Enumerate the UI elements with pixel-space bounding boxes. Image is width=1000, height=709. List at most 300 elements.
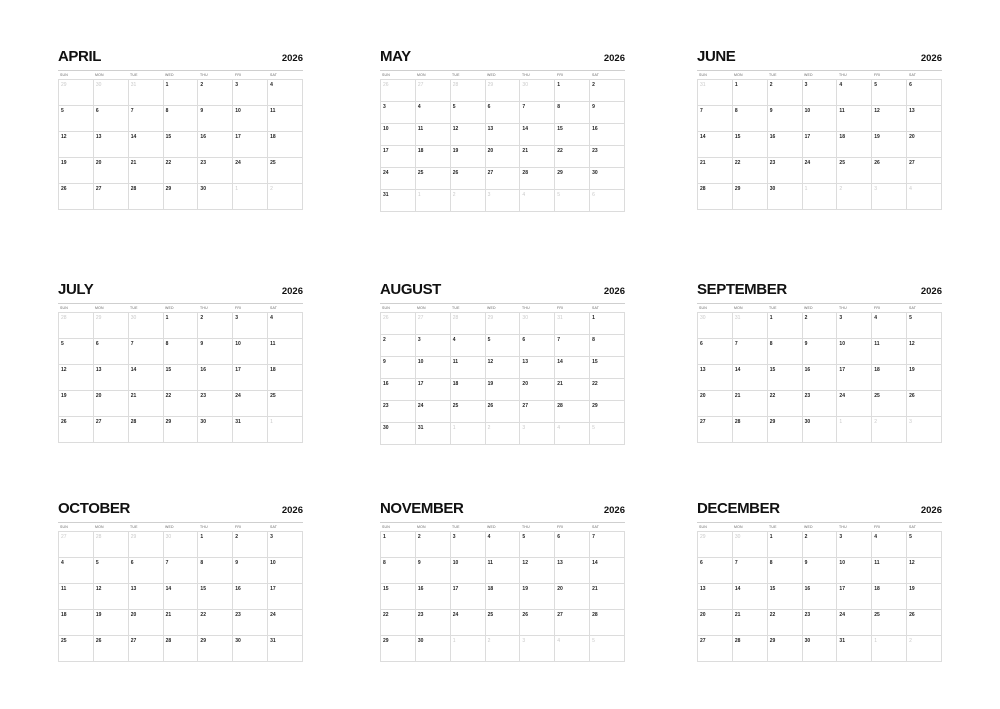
day-cell: 20 [94,158,129,184]
day-cell: 28 [733,417,768,443]
day-cell: 28 [590,610,625,636]
adjacent-month-day-cell: 2 [872,417,907,443]
day-cell: 13 [520,357,555,379]
day-cell: 20 [486,146,521,168]
month-year: 2026 [603,505,625,516]
adjacent-month-day-cell: 28 [59,313,94,339]
day-cell: 13 [698,365,733,391]
weekday-label: THU [839,306,847,310]
day-cell: 6 [94,106,129,132]
day-cell: 18 [451,379,486,401]
weekday-label: TUE [452,73,460,77]
day-cell: 10 [416,357,451,379]
adjacent-month-day-cell: 1 [837,417,872,443]
day-cell: 26 [520,610,555,636]
day-cell: 9 [233,558,268,584]
day-cell: 28 [698,184,733,210]
day-cell: 27 [94,417,129,443]
day-cell: 27 [129,636,164,662]
day-cell: 23 [198,158,233,184]
day-cell: 1 [198,532,233,558]
day-cell: 9 [381,357,416,379]
day-cell: 12 [451,124,486,146]
day-cell: 8 [733,106,768,132]
day-cell: 1 [381,532,416,558]
day-cell: 17 [233,365,268,391]
weekday-label: SUN [60,306,68,310]
day-cell: 25 [486,610,521,636]
day-cell: 29 [198,636,233,662]
weekday-label: TUE [130,525,138,529]
day-cell: 8 [590,335,625,357]
day-cell: 3 [837,532,872,558]
weekday-label: FRI [557,306,564,310]
adjacent-month-day-cell: 29 [94,313,129,339]
day-cell: 26 [59,417,94,443]
day-cell: 21 [733,610,768,636]
day-cell: 30 [803,636,838,662]
day-cell: 16 [381,379,416,401]
day-cell: 13 [486,124,521,146]
weekday-label: MON [734,525,743,529]
day-cell: 25 [416,168,451,190]
weekday-label: FRI [874,306,881,310]
day-cell: 6 [698,558,733,584]
month-name: APRIL [58,48,102,65]
weekday-label: SAT [270,525,278,529]
day-cell: 27 [698,636,733,662]
day-cell: 3 [233,313,268,339]
weekday-label: WED [165,525,174,529]
month-header [58,500,303,522]
weekday-label: THU [200,306,208,310]
day-cell: 15 [555,124,590,146]
day-cell: 16 [198,365,233,391]
weekday-label: SAT [909,73,917,77]
weekday-label: MON [417,525,426,529]
adjacent-month-day-cell: 1 [233,184,268,210]
adjacent-month-day-cell: 6 [590,190,625,212]
weekday-label: SAT [909,306,917,310]
month-name: JULY [58,281,94,298]
weekday-label: WED [804,525,813,529]
adjacent-month-day-cell: 2 [486,423,521,445]
day-cell: 31 [268,636,303,662]
day-cell: 24 [381,168,416,190]
day-cell: 6 [698,339,733,365]
day-cell: 30 [590,168,625,190]
day-cell: 29 [164,417,199,443]
adjacent-month-day-cell: 26 [381,80,416,102]
day-cell: 17 [837,584,872,610]
day-cell: 18 [268,132,303,158]
weekday-label: MON [734,306,743,310]
month-year: 2026 [281,286,303,297]
day-cell: 17 [416,379,451,401]
day-cell: 1 [768,313,803,339]
weekday-label: MON [417,73,426,77]
day-cell: 10 [837,558,872,584]
day-cell: 7 [520,102,555,124]
day-cell: 15 [590,357,625,379]
weekday-label: MON [417,306,426,310]
day-cell: 30 [416,636,451,662]
month-year: 2026 [920,505,942,516]
day-cell: 2 [803,313,838,339]
day-cell: 22 [768,610,803,636]
weekday-label: FRI [874,525,881,529]
weekday-label: WED [487,73,496,77]
day-cell: 29 [555,168,590,190]
month-year: 2026 [603,286,625,297]
adjacent-month-day-cell: 31 [733,313,768,339]
day-cell: 16 [198,132,233,158]
adjacent-month-day-cell: 31 [129,80,164,106]
month-name: SEPTEMBER [697,281,787,298]
day-cell: 9 [198,106,233,132]
day-cell: 3 [416,335,451,357]
weekday-label: FRI [874,73,881,77]
weekday-header-row [58,70,303,79]
weekday-header-row [697,303,942,312]
day-cell: 11 [268,106,303,132]
day-cell: 12 [94,584,129,610]
day-cell: 8 [164,339,199,365]
adjacent-month-day-cell: 30 [520,80,555,102]
day-cell: 24 [837,391,872,417]
month-year: 2026 [281,53,303,64]
day-cell: 29 [768,417,803,443]
day-cell: 3 [233,80,268,106]
day-cell: 27 [94,184,129,210]
day-cell: 14 [129,132,164,158]
day-cell: 17 [268,584,303,610]
adjacent-month-day-cell: 1 [416,190,451,212]
month-year: 2026 [281,505,303,516]
day-cell: 11 [872,558,907,584]
day-cell: 18 [416,146,451,168]
weekday-label: SUN [699,306,707,310]
day-cell: 1 [733,80,768,106]
adjacent-month-day-cell: 3 [486,190,521,212]
weekday-label: SAT [592,306,600,310]
adjacent-month-day-cell: 2 [907,636,942,662]
day-cell: 18 [837,132,872,158]
weekday-label: SAT [592,525,600,529]
day-cell: 30 [198,184,233,210]
day-cell: 4 [416,102,451,124]
day-cell: 4 [59,558,94,584]
weekday-label: THU [200,525,208,529]
adjacent-month-day-cell: 26 [381,313,416,335]
day-cell: 9 [803,558,838,584]
day-cell: 7 [698,106,733,132]
adjacent-month-day-cell: 4 [555,423,590,445]
adjacent-month-day-cell: 1 [872,636,907,662]
day-cell: 21 [129,158,164,184]
day-cell: 30 [198,417,233,443]
day-cell: 5 [451,102,486,124]
day-cell: 10 [451,558,486,584]
day-cell: 20 [555,584,590,610]
day-cell: 17 [837,365,872,391]
day-cell: 17 [381,146,416,168]
day-cell: 14 [733,584,768,610]
month-name: OCTOBER [58,500,130,517]
day-cell: 5 [486,335,521,357]
weekday-label: SUN [382,525,390,529]
month-header [697,281,942,303]
day-cell: 20 [520,379,555,401]
day-cell: 7 [733,339,768,365]
month-header [58,281,303,303]
day-cell: 25 [872,610,907,636]
month-name: MAY [380,48,411,65]
adjacent-month-day-cell: 30 [698,313,733,339]
day-cell: 16 [416,584,451,610]
day-cell: 3 [803,80,838,106]
weekday-label: FRI [235,306,242,310]
date-grid [697,79,942,210]
weekday-label: SUN [699,525,707,529]
day-cell: 5 [59,106,94,132]
weekday-label: MON [95,73,104,77]
day-cell: 15 [198,584,233,610]
month-september [697,281,942,443]
weekday-label: FRI [235,525,242,529]
day-cell: 16 [233,584,268,610]
weekday-header-row [380,70,625,79]
day-cell: 14 [590,558,625,584]
day-cell: 13 [94,132,129,158]
weekday-label: TUE [452,525,460,529]
adjacent-month-day-cell: 3 [872,184,907,210]
day-cell: 26 [451,168,486,190]
weekday-label: SAT [270,306,278,310]
day-cell: 1 [164,313,199,339]
day-cell: 25 [59,636,94,662]
weekday-header-row [697,522,942,531]
day-cell: 23 [803,391,838,417]
day-cell: 11 [486,558,521,584]
day-cell: 12 [907,558,942,584]
day-cell: 2 [381,335,416,357]
adjacent-month-day-cell: 2 [486,636,521,662]
weekday-label: WED [804,73,813,77]
weekday-label: THU [522,73,530,77]
day-cell: 6 [907,80,942,106]
adjacent-month-day-cell: 28 [94,532,129,558]
date-grid [58,79,303,210]
day-cell: 24 [233,391,268,417]
day-cell: 20 [698,610,733,636]
day-cell: 22 [381,610,416,636]
day-cell: 12 [59,365,94,391]
day-cell: 19 [520,584,555,610]
day-cell: 18 [872,365,907,391]
day-cell: 16 [768,132,803,158]
day-cell: 21 [698,158,733,184]
day-cell: 25 [268,391,303,417]
day-cell: 1 [768,532,803,558]
weekday-header-row [58,522,303,531]
day-cell: 1 [164,80,199,106]
day-cell: 19 [907,584,942,610]
day-cell: 25 [268,158,303,184]
day-cell: 11 [268,339,303,365]
day-cell: 31 [381,190,416,212]
weekday-label: SUN [382,73,390,77]
day-cell: 20 [129,610,164,636]
day-cell: 4 [872,313,907,339]
day-cell: 18 [872,584,907,610]
weekday-header-row [380,522,625,531]
day-cell: 10 [233,106,268,132]
day-cell: 27 [520,401,555,423]
month-october [58,500,303,662]
day-cell: 25 [837,158,872,184]
day-cell: 27 [486,168,521,190]
day-cell: 28 [129,184,164,210]
day-cell: 13 [129,584,164,610]
adjacent-month-day-cell: 30 [94,80,129,106]
day-cell: 23 [381,401,416,423]
day-cell: 19 [486,379,521,401]
adjacent-month-day-cell: 30 [520,313,555,335]
month-header [697,500,942,522]
day-cell: 3 [381,102,416,124]
day-cell: 7 [129,339,164,365]
day-cell: 5 [520,532,555,558]
day-cell: 23 [416,610,451,636]
adjacent-month-day-cell: 30 [733,532,768,558]
day-cell: 15 [381,584,416,610]
weekday-label: MON [95,306,104,310]
day-cell: 21 [733,391,768,417]
weekday-label: TUE [769,306,777,310]
day-cell: 5 [94,558,129,584]
month-april [58,48,303,210]
day-cell: 22 [768,391,803,417]
adjacent-month-day-cell: 27 [59,532,94,558]
day-cell: 17 [233,132,268,158]
day-cell: 18 [268,365,303,391]
month-header [380,48,625,70]
adjacent-month-day-cell: 1 [451,636,486,662]
day-cell: 1 [590,313,625,335]
weekday-label: THU [839,73,847,77]
date-grid [697,312,942,443]
day-cell: 29 [733,184,768,210]
day-cell: 14 [520,124,555,146]
day-cell: 16 [803,365,838,391]
month-name: DECEMBER [697,500,780,517]
day-cell: 6 [129,558,164,584]
day-cell: 12 [872,106,907,132]
day-cell: 7 [129,106,164,132]
day-cell: 23 [233,610,268,636]
day-cell: 21 [164,610,199,636]
day-cell: 13 [907,106,942,132]
weekday-label: SUN [382,306,390,310]
weekday-header-row [58,303,303,312]
weekday-label: SUN [60,525,68,529]
day-cell: 19 [451,146,486,168]
adjacent-month-day-cell: 29 [486,80,521,102]
month-header [380,500,625,522]
adjacent-month-day-cell: 5 [590,636,625,662]
day-cell: 15 [733,132,768,158]
day-cell: 19 [59,158,94,184]
day-cell: 28 [555,401,590,423]
weekday-header-row [697,70,942,79]
weekday-label: WED [165,306,174,310]
day-cell: 21 [129,391,164,417]
day-cell: 2 [416,532,451,558]
day-cell: 11 [59,584,94,610]
day-cell: 17 [451,584,486,610]
day-cell: 7 [555,335,590,357]
month-november [380,500,625,662]
adjacent-month-day-cell: 2 [837,184,872,210]
adjacent-month-day-cell: 2 [451,190,486,212]
adjacent-month-day-cell: 31 [698,80,733,106]
month-year: 2026 [920,286,942,297]
day-cell: 5 [907,313,942,339]
month-july [58,281,303,443]
day-cell: 20 [698,391,733,417]
weekday-label: SAT [592,73,600,77]
day-cell: 8 [768,558,803,584]
day-cell: 27 [698,417,733,443]
weekday-label: FRI [235,73,242,77]
day-cell: 17 [803,132,838,158]
day-cell: 14 [129,365,164,391]
day-cell: 6 [486,102,521,124]
day-cell: 22 [590,379,625,401]
day-cell: 8 [198,558,233,584]
weekday-label: TUE [769,525,777,529]
day-cell: 8 [381,558,416,584]
day-cell: 9 [803,339,838,365]
day-cell: 19 [907,365,942,391]
day-cell: 14 [733,365,768,391]
day-cell: 24 [416,401,451,423]
day-cell: 3 [268,532,303,558]
day-cell: 27 [907,158,942,184]
day-cell: 7 [164,558,199,584]
adjacent-month-day-cell: 4 [555,636,590,662]
day-cell: 7 [590,532,625,558]
day-cell: 4 [451,335,486,357]
adjacent-month-day-cell: 5 [590,423,625,445]
day-cell: 26 [486,401,521,423]
day-cell: 7 [733,558,768,584]
day-cell: 12 [520,558,555,584]
day-cell: 26 [59,184,94,210]
day-cell: 12 [486,357,521,379]
day-cell: 27 [555,610,590,636]
day-cell: 10 [268,558,303,584]
weekday-label: WED [487,525,496,529]
month-year: 2026 [920,53,942,64]
date-grid [697,531,942,662]
day-cell: 30 [768,184,803,210]
date-grid [58,312,303,443]
date-grid [58,531,303,662]
adjacent-month-day-cell: 3 [520,423,555,445]
day-cell: 26 [872,158,907,184]
